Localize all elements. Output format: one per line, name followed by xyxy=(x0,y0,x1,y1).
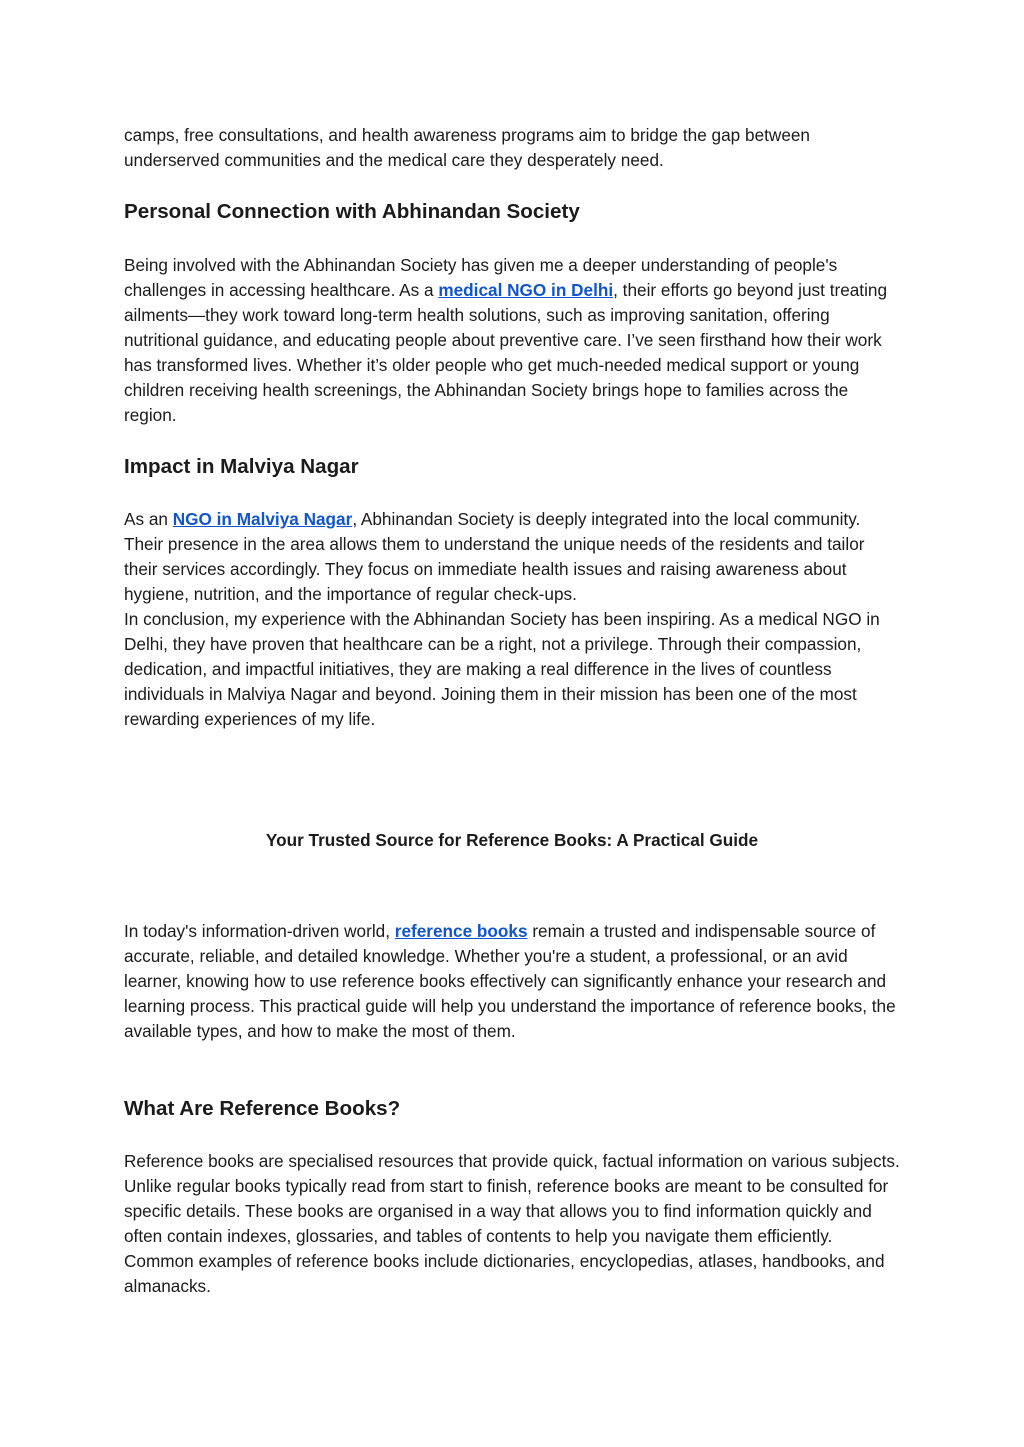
impact-text-after-link: , Abhinandan Society is deeply integrated into the local community. Their presence in the area allows them to understand the unique needs of the residents and tailor their services accordingly. They focus on immediate health issues and raising awareness about hygiene, nutrition, and the importance of regular check-ups. xyxy=(124,509,865,604)
guide-text-after-link: remain a trusted and indispensable source of accurate, reliable, and detailed knowledge. Whether you're a student, a professional, or an avid learner, knowing how to use reference books effectively can significantly enhance your research and learning process. This practical guide will help you understand the importance of reference books, the available types, and how to make the most of them. xyxy=(124,921,896,1041)
what-are-reference-books-heading: What Are Reference Books? xyxy=(124,1097,401,1120)
impact-text-before-link: As an xyxy=(124,509,173,529)
guide-title: Your Trusted Source for Reference Books: A Practical Guide xyxy=(265,830,759,850)
intro-paragraph: camps, free consultations, and health awareness programs aim to bridge the gap between underserved communities and the medical care they desperately need. xyxy=(124,125,810,170)
conclusion-paragraph: In conclusion, my experience with the Abhinandan Society has been inspiring. As a medical NGO in Delhi, they have proven that healthcare can be a right, not a privilege. Through their compassion, dedication, and impactful initiatives, they are making a real difference in the lives of countless individuals in Malviya Nagar and beyond. Joining them in their mission has been one of the most rewarding experiences of my life. xyxy=(124,609,880,729)
guide-text-before-link: In today's information-driven world, xyxy=(124,921,395,941)
reference-books-link[interactable]: reference books xyxy=(394,921,528,941)
personal-connection-heading: Personal Connection with Abhinandan Society xyxy=(124,200,580,223)
ngo-malviya-nagar-link[interactable]: NGO in Malviya Nagar xyxy=(172,509,353,529)
personal-text-after-link: , their efforts go beyond just treating ailments—they work toward long-term health solutions, such as improving sanitation, offering nutritional guidance, and educating people about preventive care. I’ve seen firsthand how their work has transformed lives. Whether it’s older people who get much-needed medical support or young children receiving health screenings, the Abhinandan Society brings hope to families across the region. xyxy=(124,280,888,425)
medical-ngo-delhi-link[interactable]: medical NGO in Delhi xyxy=(438,280,614,300)
guide-intro-paragraph xyxy=(124,919,900,1044)
personal-connection-paragraph xyxy=(124,253,900,428)
what-are-reference-books-paragraph: Reference books are specialised resources that provide quick, factual information on various subjects. Unlike regular books typically read from start to finish, reference books are meant to be consulted for specific details. These books are organised in a way that allows you to find information quickly and often contain indexes, glossaries, and tables of contents to help you navigate them efficiently. Common examples of reference books include dictionaries, encyclopedias, atlases, handbooks, and almanacks. xyxy=(124,1151,900,1296)
impact-heading: Impact in Malviya Nagar xyxy=(124,455,359,478)
impact-paragraph xyxy=(124,507,900,607)
personal-text-before-link: Being involved with the Abhinandan Society has given me a deeper understanding of people's challenges in accessing healthcare. As a xyxy=(124,255,838,300)
